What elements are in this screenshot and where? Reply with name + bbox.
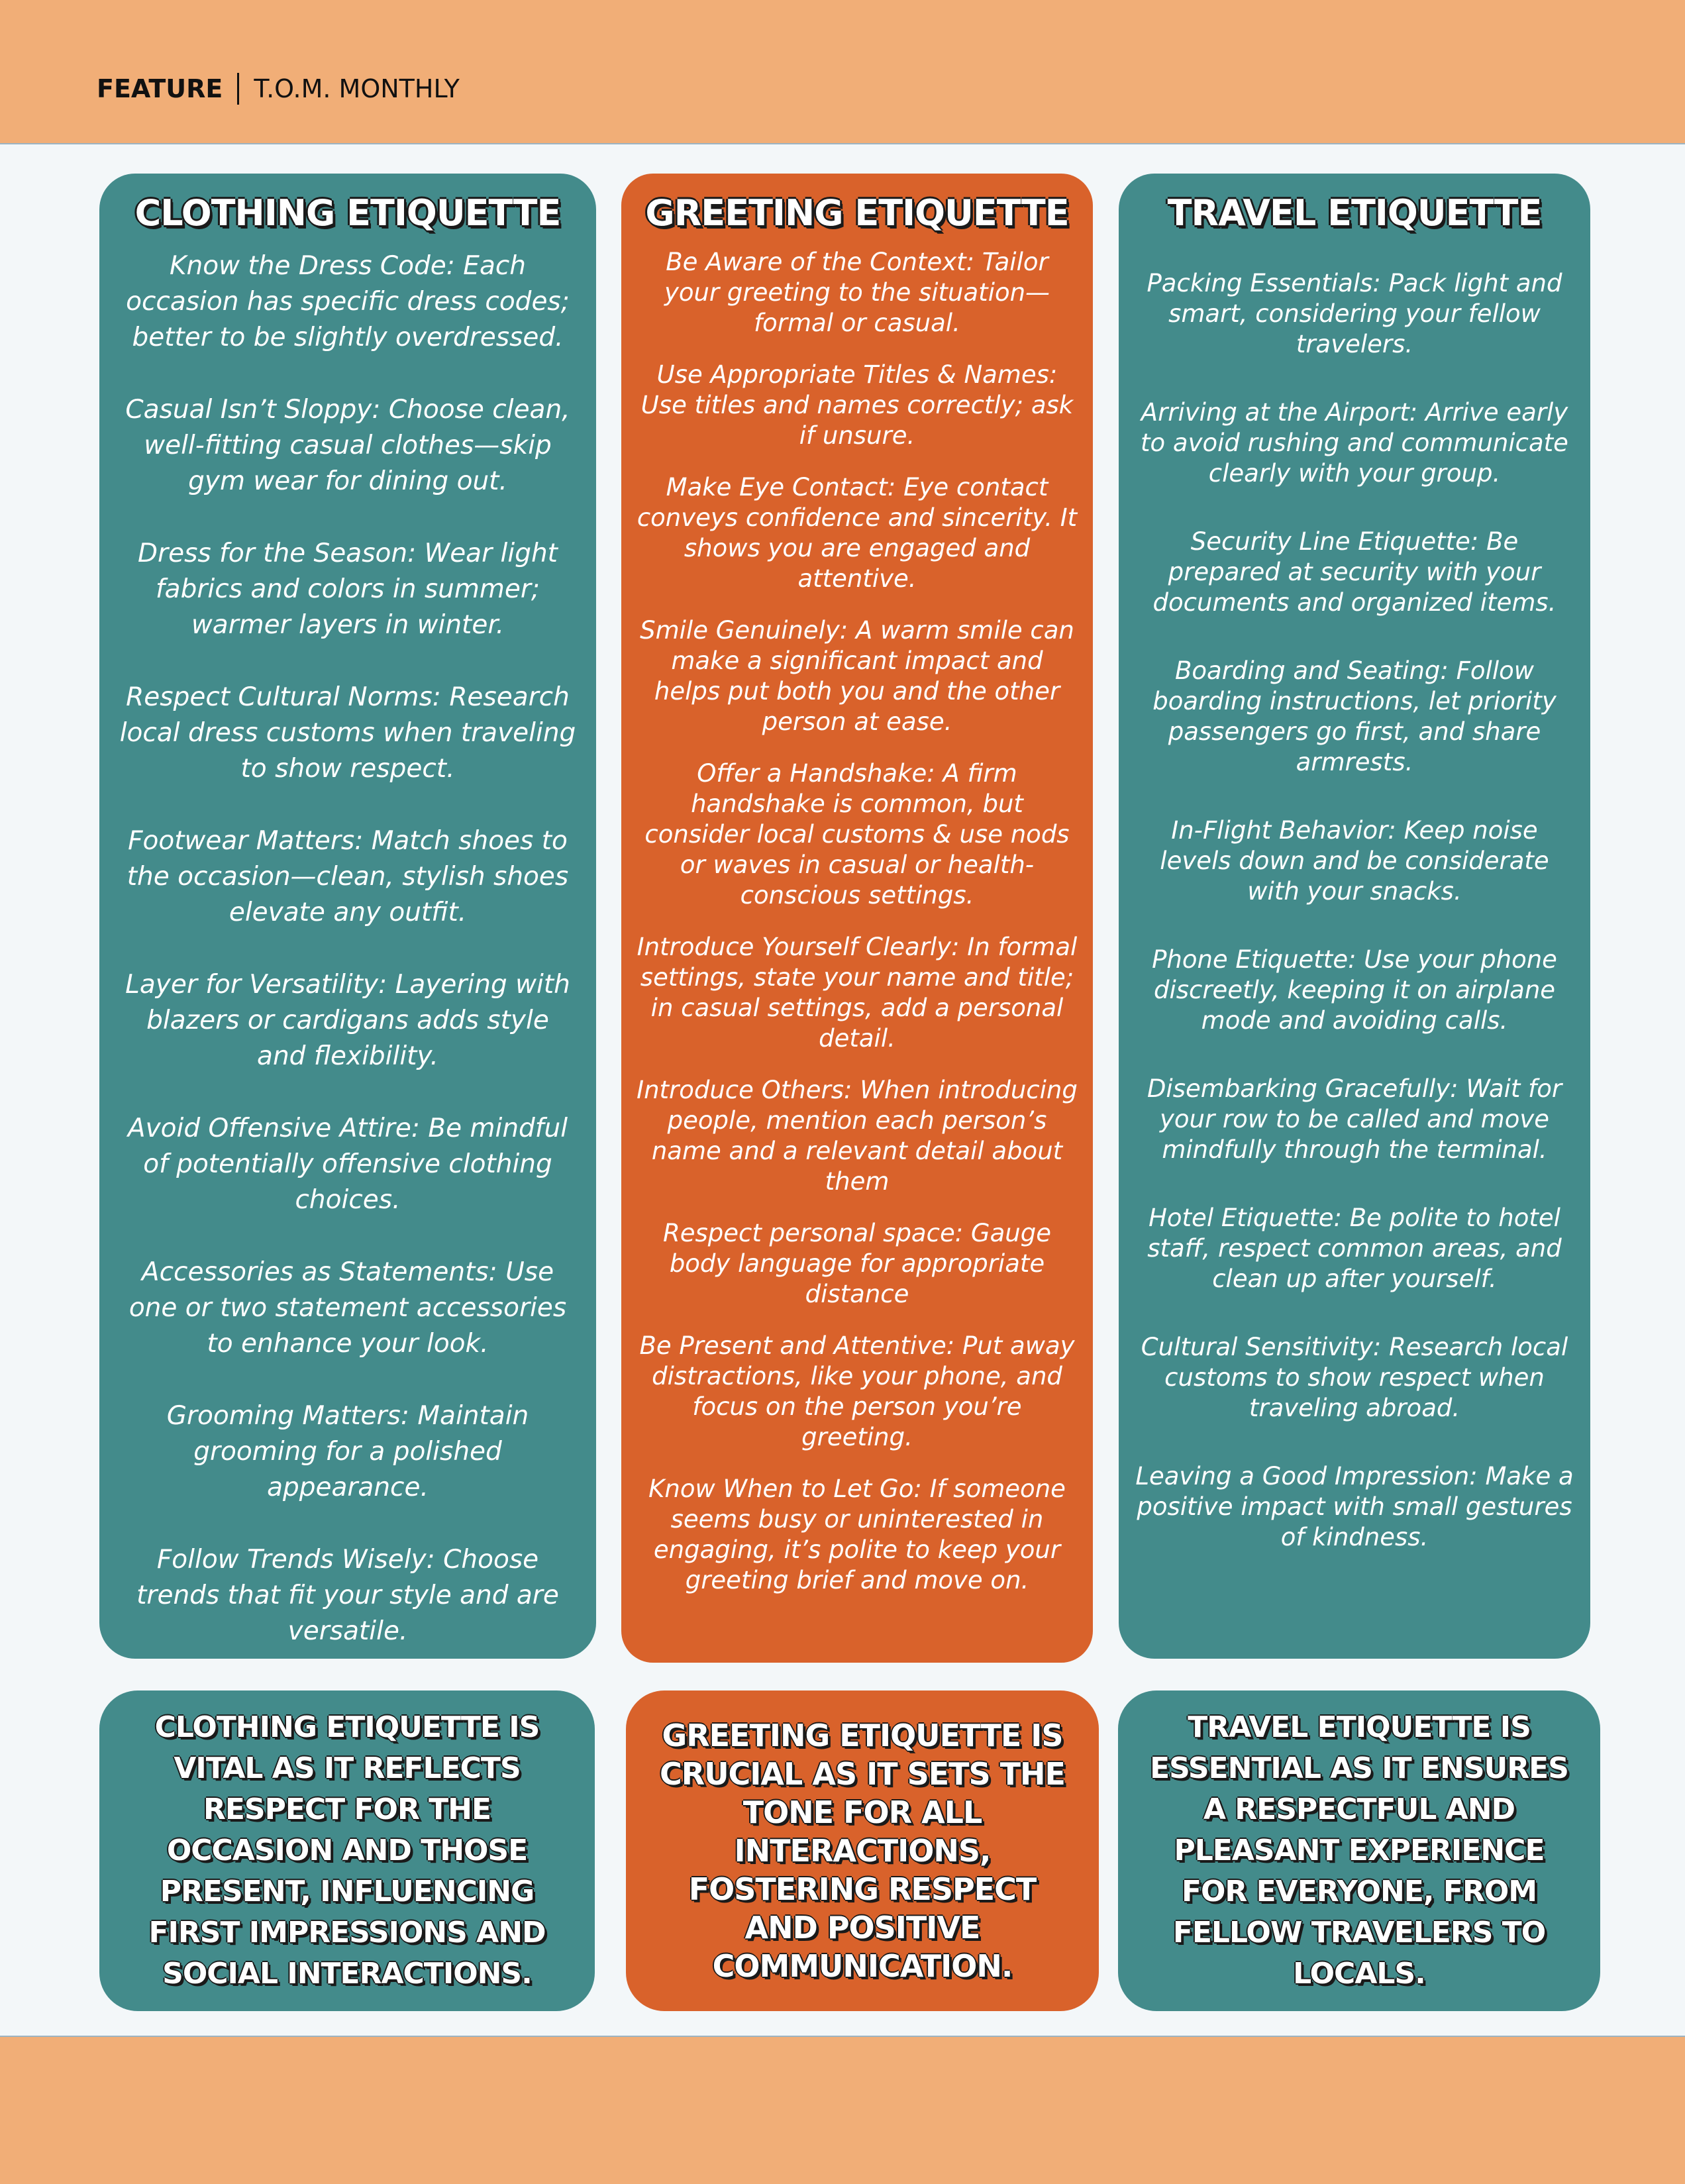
bottom-banner (0, 2036, 1685, 2184)
greeting-tip: Introduce Yourself Clearly: In formal settings, state your name and title; in casual settings, add a personal detail. (637, 933, 1078, 1053)
clothing-tip: Avoid Offensive Attire: Be mindful of potentially offensive clothing choices. (127, 1114, 568, 1215)
travel-tip: Packing Essentials: Pack light and smart, considering your fellow travelers. (1147, 269, 1562, 358)
clothing-tips-list (119, 248, 576, 1649)
section-label: FEATURE (97, 74, 223, 103)
travel-tip: Boarding and Seating: Follow boarding instructions, let priority passengers go first, and share armrests. (1152, 656, 1557, 776)
clothing-tip: Follow Trends Wisely: Choose trends that fit your style and are versatile. (136, 1545, 559, 1646)
greeting-tip: Be Aware of the Context: Tailor your greeting to the situation—formal or casual. (664, 248, 1050, 337)
greeting-tip: Offer a Handshake: A firm handshake is common, but consider local customs & use nods or waves in casual or health-conscious settings. (644, 759, 1070, 910)
travel-etiquette-card (1119, 174, 1590, 1659)
greeting-tips-list (636, 247, 1078, 1596)
clothing-tip: Respect Cultural Norms: Research local dress customs when traveling to show respect. (119, 682, 576, 784)
clothing-tip: Accessories as Statements: Use one or two statement accessories to enhance your look. (128, 1257, 567, 1359)
travel-tip: Disembarking Gracefully: Wait for your row to be called and move mindfully through the terminal. (1147, 1074, 1562, 1164)
travel-summary-card (1118, 1690, 1600, 2011)
greeting-tip: Make Eye Contact: Eye contact conveys confidence and sincerity. It shows you are engaged and attentive. (637, 473, 1078, 593)
clothing-summary-card (99, 1690, 595, 2011)
travel-summary-text: TRAVEL ETIQUETTE IS ESSENTIAL AS IT ENSURES A RESPECTFUL AND PLEASANT EXPERIENCE FOR EVERYONE, FROM FELLOW TRAVELERS TO LOCALS. (1150, 1710, 1568, 1991)
greeting-summary-card (626, 1690, 1099, 2011)
page-header (97, 72, 460, 106)
greeting-tip: Use Appropriate Titles & Names: Use titles and names correctly; ask if unsure. (640, 360, 1074, 450)
travel-tip: Hotel Etiquette: Be polite to hotel staff, respect common areas, and clean up after yourself. (1147, 1204, 1562, 1293)
greeting-tip: Smile Genuinely: A warm smile can make a significant impact and helps put both you and the other person at ease. (640, 616, 1074, 736)
clothing-tip: Casual Isn’t Sloppy: Choose clean, well-fitting casual clothes—skip gym wear for dining out. (125, 395, 570, 496)
travel-tip: In-Flight Behavior: Keep noise levels down and be considerate with your snacks. (1160, 816, 1549, 906)
greeting-tip: Respect personal space: Gauge body language for appropriate distance (663, 1219, 1051, 1308)
travel-tip: Arriving at the Airport: Arrive early to avoid rushing and communicate clearly with your group. (1141, 398, 1568, 488)
clothing-tip: Know the Dress Code: Each occasion has specific dress codes; better to be slightly overdressed. (126, 251, 570, 352)
travel-tip: Security Line Etiquette: Be prepared at security with your documents and organized items. (1152, 527, 1557, 617)
travel-tip: Leaving a Good Impression: Make a positive impact with small gestures of kindness. (1135, 1462, 1574, 1551)
greeting-summary-text: GREETING ETIQUETTE IS CRUCIAL AS IT SETS THE TONE FOR ALL INTERACTIONS, FOSTERING RESPECT AND POSITIVE COMMUNICATION. (660, 1718, 1065, 1984)
travel-card-title: TRAVEL ETIQUETTE (1167, 192, 1542, 234)
travel-tips-list (1135, 268, 1574, 1553)
clothing-summary-text: CLOTHING ETIQUETTE IS VITAL AS IT REFLECTS RESPECT FOR THE OCCASION AND THOSE PRESENT, INFLUENCING FIRST IMPRESSIONS AND SOCIAL INTERACTIONS. (148, 1710, 546, 1991)
greeting-tip: Know When to Let Go: If someone seems busy or uninterested in engaging, it’s polite to keep your greeting brief and move on. (648, 1475, 1066, 1594)
clothing-tip: Grooming Matters: Maintain grooming for a polished appearance. (166, 1401, 529, 1502)
header-divider (237, 73, 239, 105)
travel-tip: Cultural Sensitivity: Research local customs to show respect when traveling abroad. (1141, 1333, 1568, 1422)
clothing-tip: Layer for Versatility: Layering with blazers or cardigans adds style and flexibility. (125, 970, 570, 1071)
greeting-tip: Be Present and Attentive: Put away distractions, like your phone, and focus on the person you’re greeting. (639, 1331, 1075, 1451)
travel-tip: Phone Etiquette: Use your phone discreetly, keeping it on airplane mode and avoiding calls. (1152, 945, 1557, 1035)
greeting-card-title: GREETING ETIQUETTE (645, 192, 1069, 234)
clothing-tip: Footwear Matters: Match shoes to the occasion—clean, stylish shoes elevate any outfit. (127, 826, 569, 927)
greeting-etiquette-card (621, 174, 1093, 1663)
clothing-card-title: CLOTHING ETIQUETTE (134, 192, 561, 234)
clothing-tip: Dress for the Season: Wear light fabrics and colors in summer; warmer layers in winter. (138, 539, 558, 640)
greeting-tip: Introduce Others: When introducing people, mention each person’s name and a relevant detail about them (637, 1076, 1078, 1196)
clothing-etiquette-card (99, 174, 596, 1659)
publication-name: T.O.M. MONTHLY (254, 74, 460, 103)
